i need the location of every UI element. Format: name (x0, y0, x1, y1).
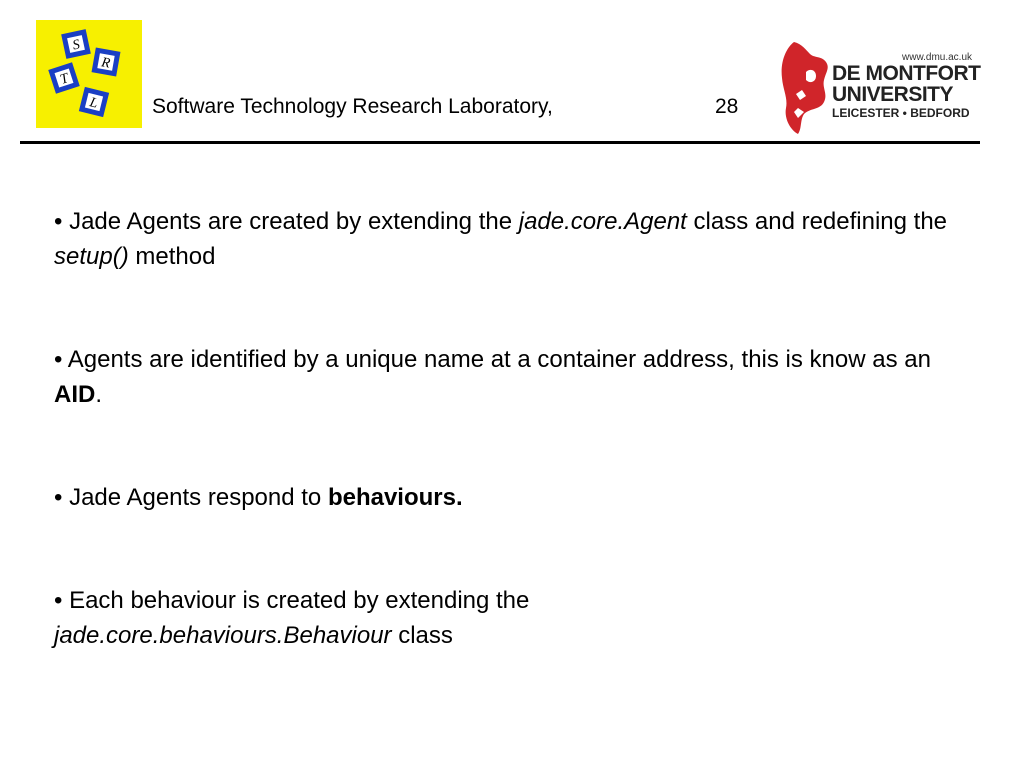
bullet-text: . (95, 381, 103, 408)
bullet-list (54, 204, 954, 653)
header-divider (20, 141, 980, 144)
slide-number: 28 (715, 95, 739, 118)
bullet-marker: • (54, 587, 63, 614)
dmu-url: www.dmu.ac.uk (902, 52, 973, 63)
bullet-marker: • (54, 484, 63, 511)
bullet-item (54, 204, 954, 274)
dmu-name-line2: UNIVERSITY (832, 83, 954, 106)
bullet-text: Jade Agents are created by extending the (69, 208, 519, 235)
class-name-italic: jade.core.behaviours.Behaviour (54, 622, 392, 649)
bullet-text: Jade Agents respond to (69, 484, 328, 511)
header-title: Software Technology Research Laboratory, (152, 95, 553, 118)
strl-letter-s: S (71, 37, 82, 54)
bullet-marker: • (54, 208, 63, 235)
bullet-item (54, 342, 954, 412)
class-name-italic: jade.core.Agent (518, 208, 687, 235)
term-bold: behaviours. (327, 484, 463, 511)
bullet-marker: • (54, 346, 63, 373)
method-name-italic: setup() (54, 243, 129, 270)
term-bold: AID (54, 381, 96, 408)
dmu-campuses: LEICESTER • BEDFORD (832, 106, 970, 120)
bullet-text: class and redefining the (686, 208, 948, 235)
bullet-text: method (128, 243, 216, 270)
strl-letter-t: T (58, 71, 71, 88)
strl-letter-l: L (88, 95, 100, 112)
dmu-name-line1: DE MONTFORT (832, 62, 981, 85)
bullet-text: Agents are identified by a unique name at a container address, this is know as an (67, 346, 931, 373)
bullet-item (54, 480, 954, 515)
bullet-item (54, 583, 954, 653)
bullet-text: Each behaviour is created by extending the (69, 587, 530, 614)
red-lion-icon (782, 42, 828, 134)
bullet-text: class (391, 622, 453, 649)
strl-letter-r: R (100, 55, 112, 72)
strl-logo (36, 20, 142, 128)
